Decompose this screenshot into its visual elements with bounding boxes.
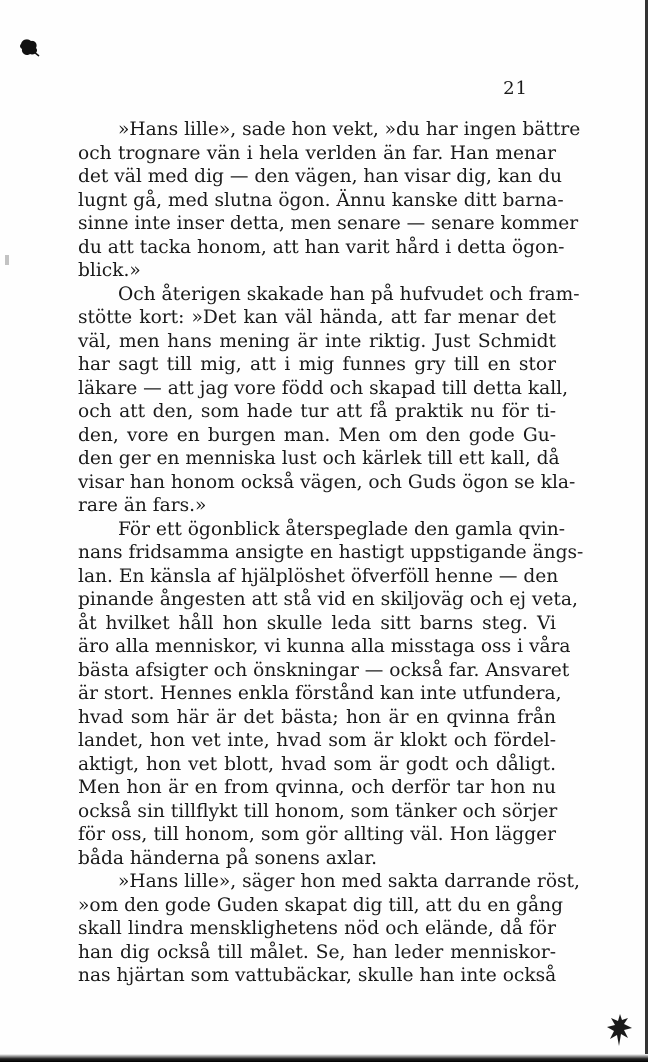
text-line: »Hans lille», sade hon vekt, »du har ingen bättre — [118, 119, 581, 140]
text-line: nas hjärtan som vattubäckar, skulle han inte också — [78, 965, 557, 986]
page-edge-bottom — [0, 1054, 648, 1062]
text-line: aktigt, hon vet blott, hvad som är godt och dåligt. — [78, 753, 556, 775]
text-line: han dig också till målet. Se, han leder menniskor- — [78, 941, 556, 963]
text-line: lan. En känsla af hjälplöshet öfverföll henne — den — [78, 565, 559, 587]
text-line: stötte kort: »Det kan väl hända, att far menar det — [78, 307, 556, 328]
text-line: den ger en menniska lust och kärlek till ett kall, då — [78, 448, 560, 469]
ink-smudge-bottom-icon — [606, 1012, 634, 1048]
paper-speck — [5, 255, 9, 265]
text-line: rare än fars.» — [78, 495, 207, 516]
text-line: äro alla menniskor, vi kunna alla misstaga oss i våra — [78, 636, 571, 657]
text-line: Men hon är en from qvinna, och derför tar hon nu — [78, 777, 556, 798]
body-text — [78, 118, 584, 988]
text-line: pinande ångesten att stå vid en skiljoväg och ej veta, — [78, 589, 578, 610]
page-number: 21 — [503, 78, 528, 99]
text-line: det väl med dig — den vägen, han visar dig, kan du — [78, 166, 562, 187]
text-line: också sin tillflykt till honom, som tänker och sörjer — [78, 800, 558, 822]
text-line: och trognare vän i hela verlden än far. Han menar — [78, 142, 556, 164]
text-line: läkare — att jag vore född och skapad till detta kall, — [78, 377, 569, 399]
text-line: nans fridsamma ansigte en hastigt uppstigande ängs- — [78, 542, 584, 563]
text-line: du att tacka honom, att han varit hård i detta ögon- — [78, 236, 565, 258]
text-line: och att den, som hade tur att få praktik nu för ti- — [78, 401, 556, 422]
text-line: sinne inte inser detta, men senare — senare kommer — [78, 213, 579, 234]
text-line: »Hans lille», säger hon med sakta darrande röst, — [118, 871, 580, 892]
text-line: väl, men hans mening är inte riktig. Just Schmidt — [78, 330, 556, 352]
text-line: Och återigen skakade han på hufvudet och fram- — [118, 283, 580, 305]
text-line: visar han honom också vägen, och Guds ögon se kla- — [78, 471, 576, 493]
text-line: blick.» — [78, 260, 141, 281]
text-line: har sagt till mig, att i mig funnes gry till en stor — [78, 354, 556, 375]
text-line: båda händerna på sonens axlar. — [78, 847, 378, 869]
text-line: För ett ögonblick återspeglade den gamla qvin- — [118, 518, 566, 540]
ink-smudge-icon — [18, 36, 40, 58]
text-line: hvad som här är det bästa; hon är en qvinna från — [78, 706, 556, 728]
text-line: bästa afsigter och önskningar — också far. Ansvaret — [78, 659, 570, 681]
text-line: är stort. Hennes enkla förstånd kan inte utfundera, — [78, 683, 562, 704]
text-line: landet, hon vet inte, hvad som är klokt och fördel- — [78, 730, 556, 751]
text-line: »om den gode Guden skapat dig till, att du en gång — [78, 894, 563, 916]
text-line: åt hvilket håll hon skulle leda sitt barns steg. Vi — [78, 612, 556, 634]
text-line: för oss, till honom, som gör allting väl. Hon lägger — [78, 824, 556, 845]
text-line: lugnt gå, med slutna ögon. Ännu kanske ditt barna- — [78, 189, 564, 211]
text-line: skall lindra mensklighetens nöd och elände, då för — [78, 918, 556, 939]
text-line: den, vore en burgen man. Men om den gode Gu- — [78, 424, 556, 446]
